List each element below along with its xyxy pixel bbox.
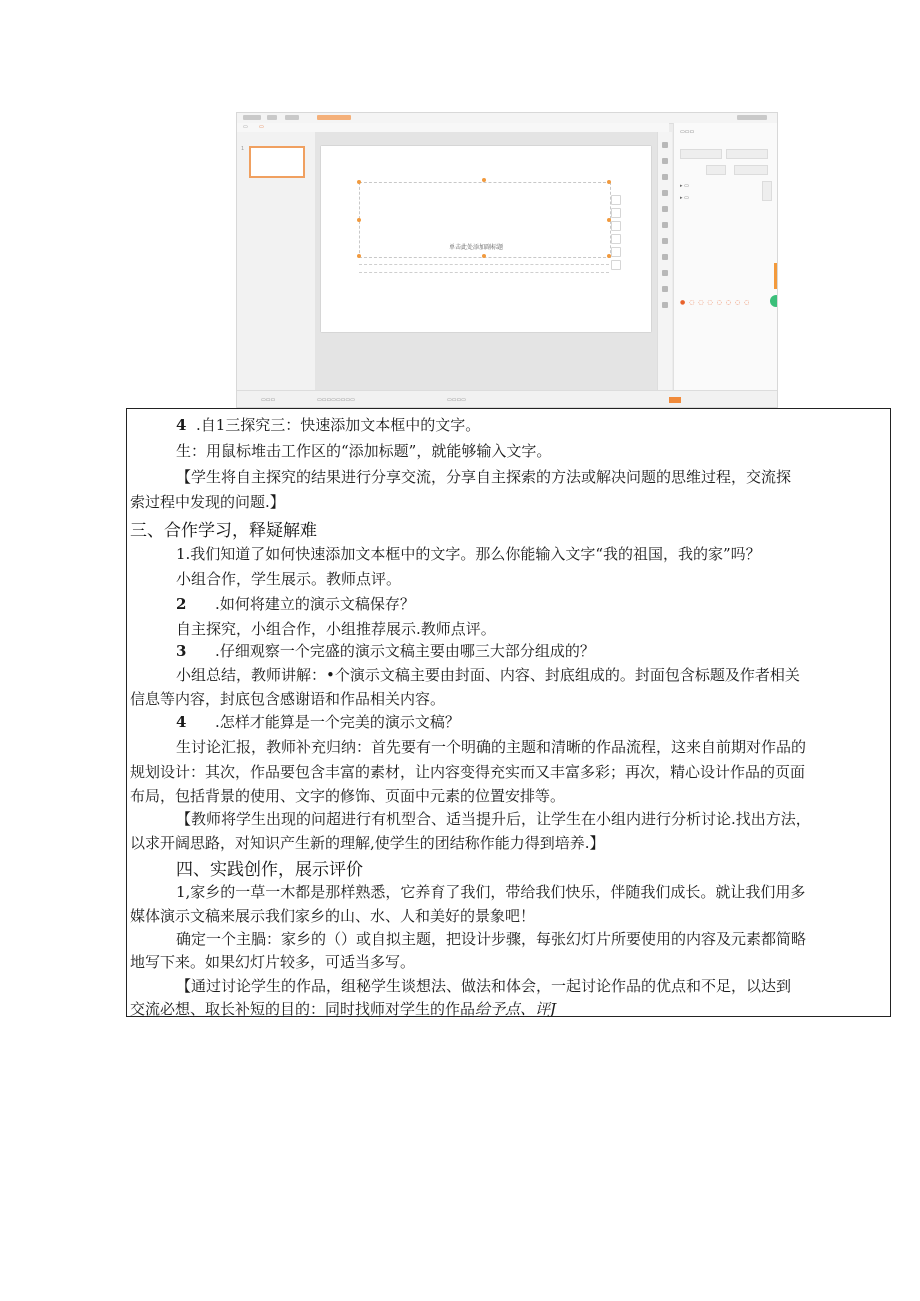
vertical-toolbar (657, 132, 672, 390)
section-three-note-line-2: 以求开阔思路，对知识产生新的理解,使学生的团结称作能力得到培养.】 (130, 834, 605, 852)
section-four-note-line-1: 【通过讨论学生的作品，组秘学生谈想法、做法和体会，一起讨论作品的优点和不足，以达到 (176, 977, 792, 995)
section-four-p1-line-2: 媒体演示文稿来展示我们家乡的山、水、人和美好的景象吧！ (130, 907, 536, 925)
properties-pane: ▭▭▭ ▸ ▭ ▸ ▭ ● ◌ ◌ ◌ ◌ ◌ ◌ ◌ (673, 123, 778, 390)
question-2: 2 .如何将建立的演示文稿保存？ (176, 595, 415, 613)
question-1-answer: 小组合作，学生展示。教师点评。 (176, 570, 402, 588)
question-4: 4 .怎样才能算是一个完美的演示文稿？ (176, 713, 460, 731)
question-4-answer-line-3: 布局，包括背景的使用、文字的修饰、页面中元素的位置安排等。 (130, 787, 566, 805)
status-bar: ▭▭▭ ▭▭▭▭▭▭▭▭ ▭▭▭▭ (237, 390, 777, 408)
section-three-heading: 三、合作学习，释疑解难 (130, 521, 317, 541)
tool-icon[interactable] (611, 260, 621, 270)
question-3-answer-line-2: 信息等内容，封底包含感谢语和作品相关内容。 (130, 690, 446, 708)
slide-thumbnail-pane: 1 (237, 132, 316, 390)
explore-note-line-1: 【学生将自主探究的结果进行分享交流，分享自主探索的方法或解决问题的思维过程，交流探 (176, 468, 792, 486)
question-4-answer-line-1: 生讨论汇报，教师补充归纳：首先要有一个明确的主题和清晰的作品流程，这来自前期对作品的 (176, 738, 807, 756)
tool-icon[interactable] (611, 208, 621, 218)
question-2-answer: 自主探究，小组合作，小组推荐展示.教师点评。 (176, 620, 496, 638)
tool-icon[interactable] (611, 247, 621, 257)
explore-item-4: 4 .自1三探究三：快速添加文本框中的文字。 (176, 416, 481, 434)
section-four-p2-line-1: 确定一个主腡：家乡的（）或自拟主题，把设计步骤，每张幻灯片所要使用的内容及元素都简略 (176, 930, 807, 948)
explore-note-line-2: 索过程中发现的问题.】 (130, 493, 285, 511)
section-four-p1-line-1: 1,家乡的一草一木都是那样熟悉，它养育了我们，带给我们快乐，伴随我们成长。就让我们用多 (176, 883, 806, 901)
question-3-answer-line-1: 小组总结，教师讲解：•个演示文稿主要由封面、内容、封底组成的。封面包含标题及作者相关 (176, 666, 800, 684)
tool-icon[interactable] (611, 234, 621, 244)
tool-icon[interactable] (611, 221, 621, 231)
floating-toolbar (611, 195, 621, 275)
section-four-heading: 四、实践创作，展示评价 (176, 860, 363, 880)
slide-thumbnail[interactable] (249, 146, 305, 178)
tool-icon[interactable] (611, 195, 621, 205)
ribbon-tabs: ▭ ▭ (237, 123, 669, 132)
student-line: 生：用鼠标堆击工作区的“添加标题”，就能够输入文字。 (176, 442, 552, 460)
question-4-answer-line-2: 规划设计：其次，作品要包含丰富的素材，让内容变得充实而又丰富多彩；再次，精心设计作品的页面 (130, 763, 806, 781)
handwritten-note: 给予点、评J (475, 1000, 557, 1018)
section-four-p2-line-2: 地写下来。如果幻灯片较多，可适当多写。 (130, 953, 416, 971)
assistant-ball-icon[interactable] (770, 295, 778, 307)
presentation-app-screenshot (236, 112, 778, 408)
section-three-note-line-1: 【教师将学生出现的问超进行有机型合、适当提升后，让学生在小组内进行分析讨论.找出方法， (176, 810, 811, 828)
question-1: 1.我们知道了如何快速添加文本框中的文字。那么你能输入文字“我的祖国，我的家”吗？ (176, 545, 761, 563)
subtitle-placeholder-text[interactable]: 单击此处添加副标题 (449, 244, 504, 251)
question-3: 3 .仔细观察一个完盛的演示文稿主要由哪三大部分组成的？ (176, 642, 595, 660)
slide-canvas[interactable] (321, 146, 651, 332)
section-four-note-line-2: 交流必想、取长补短的目的：同时找师对学生的作品给予点、评J (130, 1000, 557, 1018)
